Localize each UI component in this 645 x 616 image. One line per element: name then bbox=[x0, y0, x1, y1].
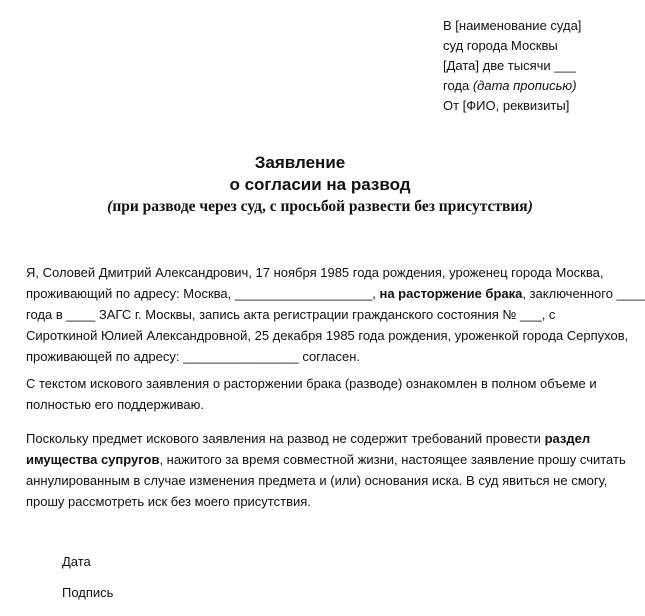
paragraph-line: Я, Соловей Дмитрий Александрович, 17 ноября 1985 года рождения, уроженец города Москва, bbox=[26, 265, 604, 280]
paragraph-line: аннулированным в случае изменения предмета и (или) основания иска. В суд явиться не смогу, bbox=[26, 473, 608, 488]
signature-date-label: Дата bbox=[62, 554, 91, 569]
paragraph-line: полностью его поддерживаю. bbox=[26, 397, 205, 412]
title-subtitle bbox=[40, 196, 600, 218]
paragraph-consent bbox=[26, 262, 645, 367]
text-fragment: , нажитого за время совместной жизни, настоящее заявление прошу считать bbox=[159, 452, 626, 467]
addressee-block bbox=[443, 16, 581, 116]
paragraph-line: Сироткиной Юлией Александровной, 25 декабря 1985 года рождения, уроженкой города Серпухов, bbox=[26, 328, 629, 343]
addressee-court: В [наименование суда] bbox=[443, 18, 582, 33]
paragraph-line: проживающей по адресу: ________________ согласен. bbox=[26, 349, 361, 364]
paragraph-line: года в ____ ЗАГС г. Москвы, запись акта регистрации гражданского состояния № ___, с bbox=[26, 307, 556, 322]
title-subtitle-close-paren: ) bbox=[527, 198, 533, 215]
text-fragment: Поскольку предмет искового заявления на развод не содержит требований провести bbox=[26, 431, 545, 446]
title-subtitle-text: при разводе через суд, с просьбой развести без присутствия bbox=[112, 198, 528, 215]
paragraph-acknowledgement bbox=[26, 373, 597, 415]
text-fragment-bold: имущества супругов bbox=[26, 452, 160, 467]
addressee-year-line bbox=[443, 76, 581, 96]
title-subject: о согласии на развод bbox=[229, 175, 411, 194]
title-main: Заявление bbox=[254, 153, 346, 172]
addressee-city-court: суд города Москвы bbox=[443, 38, 558, 53]
addressee-from: От [ФИО, реквизиты] bbox=[443, 98, 570, 113]
paragraph-line bbox=[26, 283, 645, 304]
paragraph-line: С текстом искового заявления о расторжении брака (разводе) ознакомлен в полном объеме и bbox=[26, 376, 597, 391]
title-subtitle-open-paren: ( bbox=[107, 198, 113, 215]
paragraph-request bbox=[26, 428, 626, 512]
addressee-year-prefix: года bbox=[443, 78, 473, 93]
paragraph-line: прошу рассмотреть иск без моего присутствия. bbox=[26, 494, 311, 509]
text-fragment: , заключенного ____ bbox=[522, 286, 645, 301]
addressee-date: [Дата] две тысячи ___ bbox=[443, 58, 576, 73]
paragraph-line bbox=[26, 428, 591, 449]
text-fragment: проживающий по адресу: Москва, ___________________, bbox=[26, 286, 380, 301]
signature-sign-label: Подпись bbox=[62, 585, 114, 600]
document-title bbox=[0, 152, 600, 218]
paragraph-line bbox=[26, 449, 626, 470]
addressee-date-hint: (дата прописью) bbox=[472, 78, 577, 93]
text-fragment-bold: раздел bbox=[544, 431, 591, 446]
text-fragment-bold: на расторжение брака bbox=[379, 286, 523, 301]
